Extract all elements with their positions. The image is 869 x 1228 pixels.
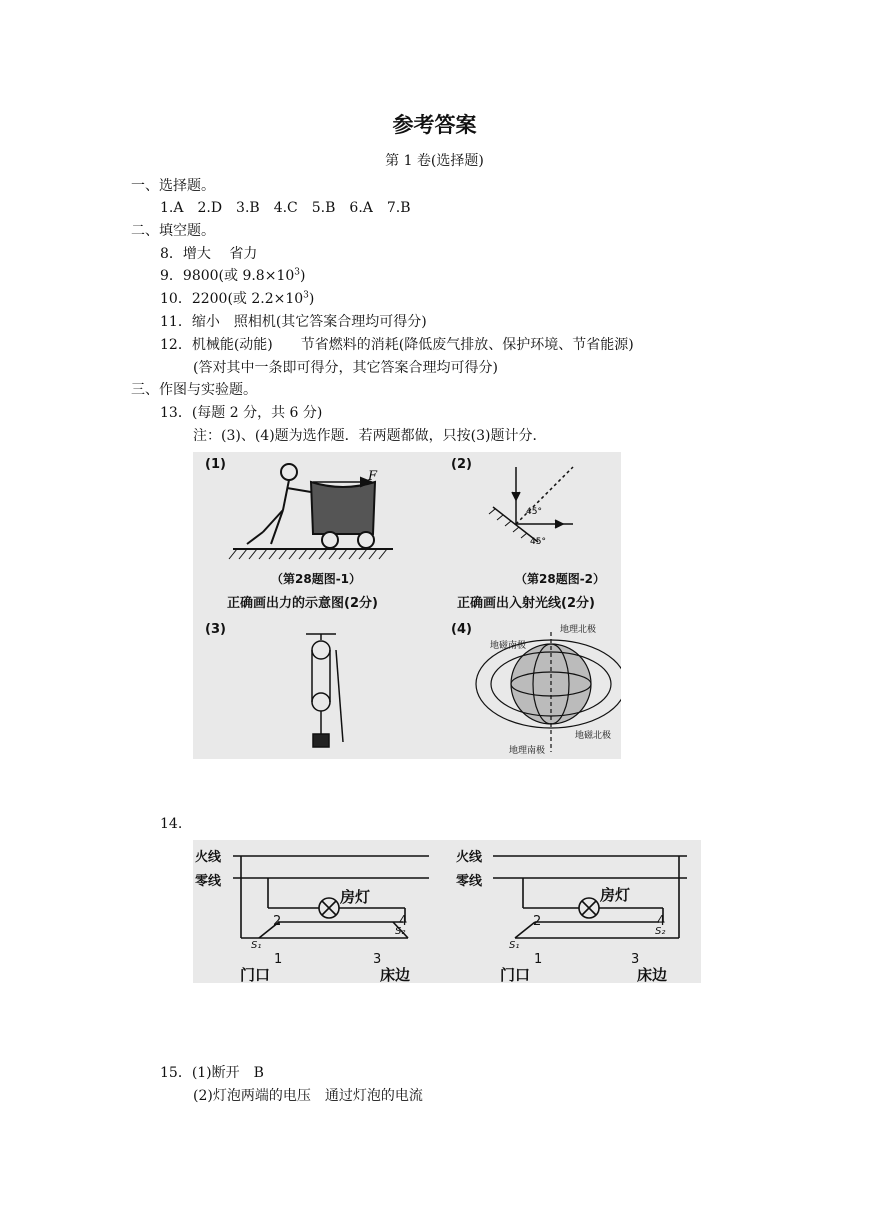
score-note-2: 正确画出入射光线(2分) [457,596,595,611]
answer-q8: 8．增大 省力 [160,246,258,262]
node-1-right: 1 [534,952,543,967]
force-label: F [368,469,378,484]
geo-north-label: 地理北极 [560,625,597,635]
answer-q9: 9．9800(或 $9.8\times 10^3$) [160,267,306,284]
fig-label-1: (1) [205,457,226,472]
answer-q12-note: (答对其中一条即可得分，其它答案合理均可得分) [193,360,498,376]
choice-answers: 1.A 2.D 3.B 4.C 5.B 6.A 7.B [160,200,411,216]
score-note-1: 正确画出力的示意图(2分) [227,596,378,611]
q14-number: 14. [160,816,183,832]
fig-label-3: (3) [205,622,226,637]
reflection-diagram [489,467,573,542]
live-wire-label-left: 火线 [195,850,222,865]
q13-note: 注：(3)、(4)题为选作题．若两题都做，只按(3)题计分． [193,428,547,444]
node-3-right: 3 [631,952,640,967]
angle-label-2: 45° [530,537,546,547]
q13-heading: 13．(每题 2 分，共 6 分) [160,405,323,421]
answer-q11: 11．缩小 照相机(其它答案合理均可得分) [160,314,427,330]
switch-s2-right: S₂ [655,926,666,937]
switch-s1-left: S₁ [251,940,262,951]
pulley-diagram [306,634,343,747]
section-choice: 一、选择题。 [131,178,215,194]
fig-label-2: (2) [451,457,472,472]
answer-q10: 10．2200(或 $2.2\times 10^3$) [160,290,315,307]
node-1-left: 1 [274,952,283,967]
caption-1: （第28题图-1） [271,572,362,586]
neutral-wire-label-right: 零线 [456,874,483,889]
section-drawing: 三、作图与实验题。 [131,382,257,398]
node-3-left: 3 [373,952,382,967]
bed-label-right: 床边 [637,966,668,983]
mag-north-label: 地磁北极 [575,731,612,741]
switch-s2-left: S₂ [395,926,406,937]
node-2-left: 2 [273,914,282,929]
node-2-right: 2 [533,914,542,929]
door-label-right: 门口 [500,966,531,983]
q14-figure [193,840,701,983]
mag-south-label: 地磁南极 [490,641,527,651]
answer-q15-1: 15．(1)断开 B [160,1065,264,1081]
bed-label-left: 床边 [380,966,411,983]
neutral-wire-label-left: 零线 [195,874,222,889]
live-wire-label-right: 火线 [456,850,483,865]
fig-label-4: (4) [451,622,472,637]
switch-s1-right: S₁ [509,940,520,951]
node-4-left: 4 [399,914,408,929]
node-4-right: 4 [657,914,666,929]
q13-figure [193,452,621,759]
page-title: 参考答案 [392,113,477,137]
volume-heading: 第 1 卷(选择题) [385,153,484,169]
lamp-label-left: 房灯 [340,888,371,906]
angle-label-1: 45° [526,507,542,517]
caption-2: （第28题图-2） [515,572,606,586]
section-fill: 二、填空题。 [131,223,215,239]
answer-q15-2: (2)灯泡两端的电压 通过灯泡的电流 [193,1088,423,1104]
geo-south-label: 地理南极 [509,746,546,756]
answer-q12: 12．机械能(动能) 节省燃料的消耗(降低废气排放、保护环境、节省能源) [160,337,634,353]
q14-circuits [193,840,701,983]
door-label-left: 门口 [240,966,271,983]
lamp-label-right: 房灯 [600,886,631,904]
